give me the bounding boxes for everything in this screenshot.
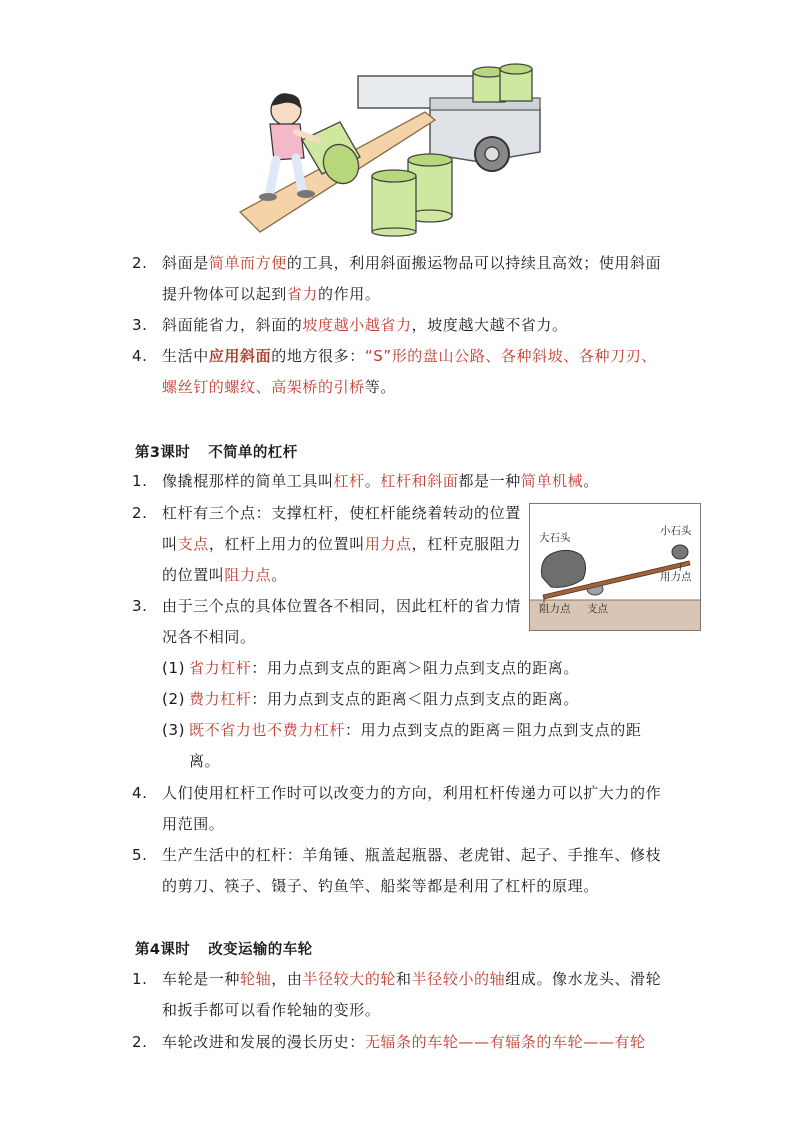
lever-sub-2: (2) 费力杠杆：用力点到支点的距离＜阻力点到支点的距离。 (162, 684, 667, 715)
lever-item-4: 4. 人们使用杠杆工作时可以改变力的方向，利用杠杆传递力可以扩大力的作用范围。 (135, 778, 665, 840)
label-resist-point: 阻力点 (539, 603, 571, 615)
highlight-text: 支点 (177, 535, 209, 553)
label-small-stone: 小石头 (660, 525, 692, 537)
highlight-text: 省力 (286, 285, 319, 303)
highlight-text: 费力杠杆 (189, 690, 252, 708)
ramp-illustration (230, 62, 550, 237)
highlight-text: 简单而方便 (208, 254, 287, 272)
highlight-text: 杠杆和斜面 (380, 472, 459, 490)
sub-number: (2) (162, 690, 186, 708)
lever-item-1: 1. 像撬棍那样的简单工具叫杠杆。杠杆和斜面都是一种简单机械。 (135, 466, 665, 497)
item-number: 4. (132, 784, 148, 802)
item-number: 2. (132, 504, 148, 522)
highlight-text: 应用斜面 (208, 347, 272, 365)
item-number: 3. (132, 597, 148, 615)
highlight-text: 既不省力也不费力杠杆 (189, 721, 346, 739)
highlight-text: 省力杠杆 (189, 659, 252, 677)
small-stone (672, 545, 688, 559)
item-number: 1. (132, 970, 148, 988)
item-number: 3. (132, 316, 148, 334)
label-big-stone: 大石头 (539, 532, 571, 544)
lever-item-3: 3. 由于三个点的具体位置各不相同，因此杠杆的省力情况各不相同。 (135, 591, 527, 653)
label-fulcrum: 支点 (587, 603, 608, 615)
highlight-text: 坡度越小越省力 (302, 316, 412, 334)
highlight-text: 轮轴 (240, 970, 272, 988)
item-number: 4. (132, 347, 148, 365)
barrels-on-ground (372, 154, 452, 236)
highlight-text: 简单机械 (520, 472, 584, 490)
lever-diagram (529, 503, 701, 631)
item-number: 1. (132, 472, 148, 490)
item-number: 5. (132, 846, 148, 864)
highlight-text: “S”形的盘山公路、各种斜坡、各种刀刃、螺丝钉的螺纹、高架桥的引桥 (162, 347, 657, 396)
slope-item-3: 3. 斜面能省力，斜面的坡度越小越省力，坡度越大越不省力。 (135, 310, 665, 341)
highlight-text: 用力点 (364, 535, 412, 553)
wheel-item-1: 1. 车轮是一种轮轴，由半径较大的轮和半径较小的轴组成。像水龙头、滑轮和扳手都可以看作轮轴的变形。 (135, 964, 665, 1026)
lever-item-5: 5. 生产生活中的杠杆：羊角锤、瓶盖起瓶器、老虎钳、起子、手推车、修枝的剪刀、筷子、镊子、钓鱼竿、船桨等都是利用了杠杆的原理。 (135, 840, 665, 902)
highlight-text: 杠杆 (333, 472, 365, 490)
highlight-text: 阻力点 (224, 566, 272, 584)
lesson4-title: 第4课时 改变运输的车轮 (135, 942, 313, 958)
slope-item-2: 2. 斜面是简单而方便的工具，利用斜面搬运物品可以持续且高效；使用斜面提升物体可以起到省力的作用。 (135, 248, 665, 310)
highlight-text: 半径较大的轮 (302, 970, 397, 988)
highlight-text: 无辐条的车轮——有辐条的车轮——有轮 (364, 1033, 646, 1051)
sub-number: (1) (162, 659, 186, 677)
lever-item-2: 2. 杠杆有三个点：支撑杠杆，使杠杆能绕着转动的位置叫支点，杠杆上用力的位置叫用力点，杠杆克服阻力的位置叫阻力点。 (135, 498, 527, 591)
lever-sub-1: (1) 省力杠杆：用力点到支点的距离＞阻力点到支点的距离。 (162, 653, 667, 684)
item-number: 2. (132, 1033, 148, 1051)
sub-number: (3) (162, 721, 186, 739)
barrels-on-truck (473, 64, 532, 102)
big-stone (541, 550, 585, 587)
highlight-text: 半径较小的轴 (411, 970, 506, 988)
lesson3-title: 第3课时 不简单的杠杆 (135, 445, 298, 461)
label-force-point: 用力点 (660, 571, 692, 583)
slope-item-4: 4. 生活中应用斜面的地方很多：“S”形的盘山公路、各种斜坡、各种刀刃、螺丝钉的螺纹、高架桥的引桥等。 (135, 341, 665, 403)
wheel-item-2: 2. 车轮改进和发展的漫长历史：无辐条的车轮——有辐条的车轮——有轮 (135, 1027, 665, 1058)
lever-sub-3: (3) 既不省力也不费力杠杆：用力点到支点的距离＝阻力点到支点的距 离。 (162, 715, 667, 777)
item-number: 2. (132, 254, 148, 272)
